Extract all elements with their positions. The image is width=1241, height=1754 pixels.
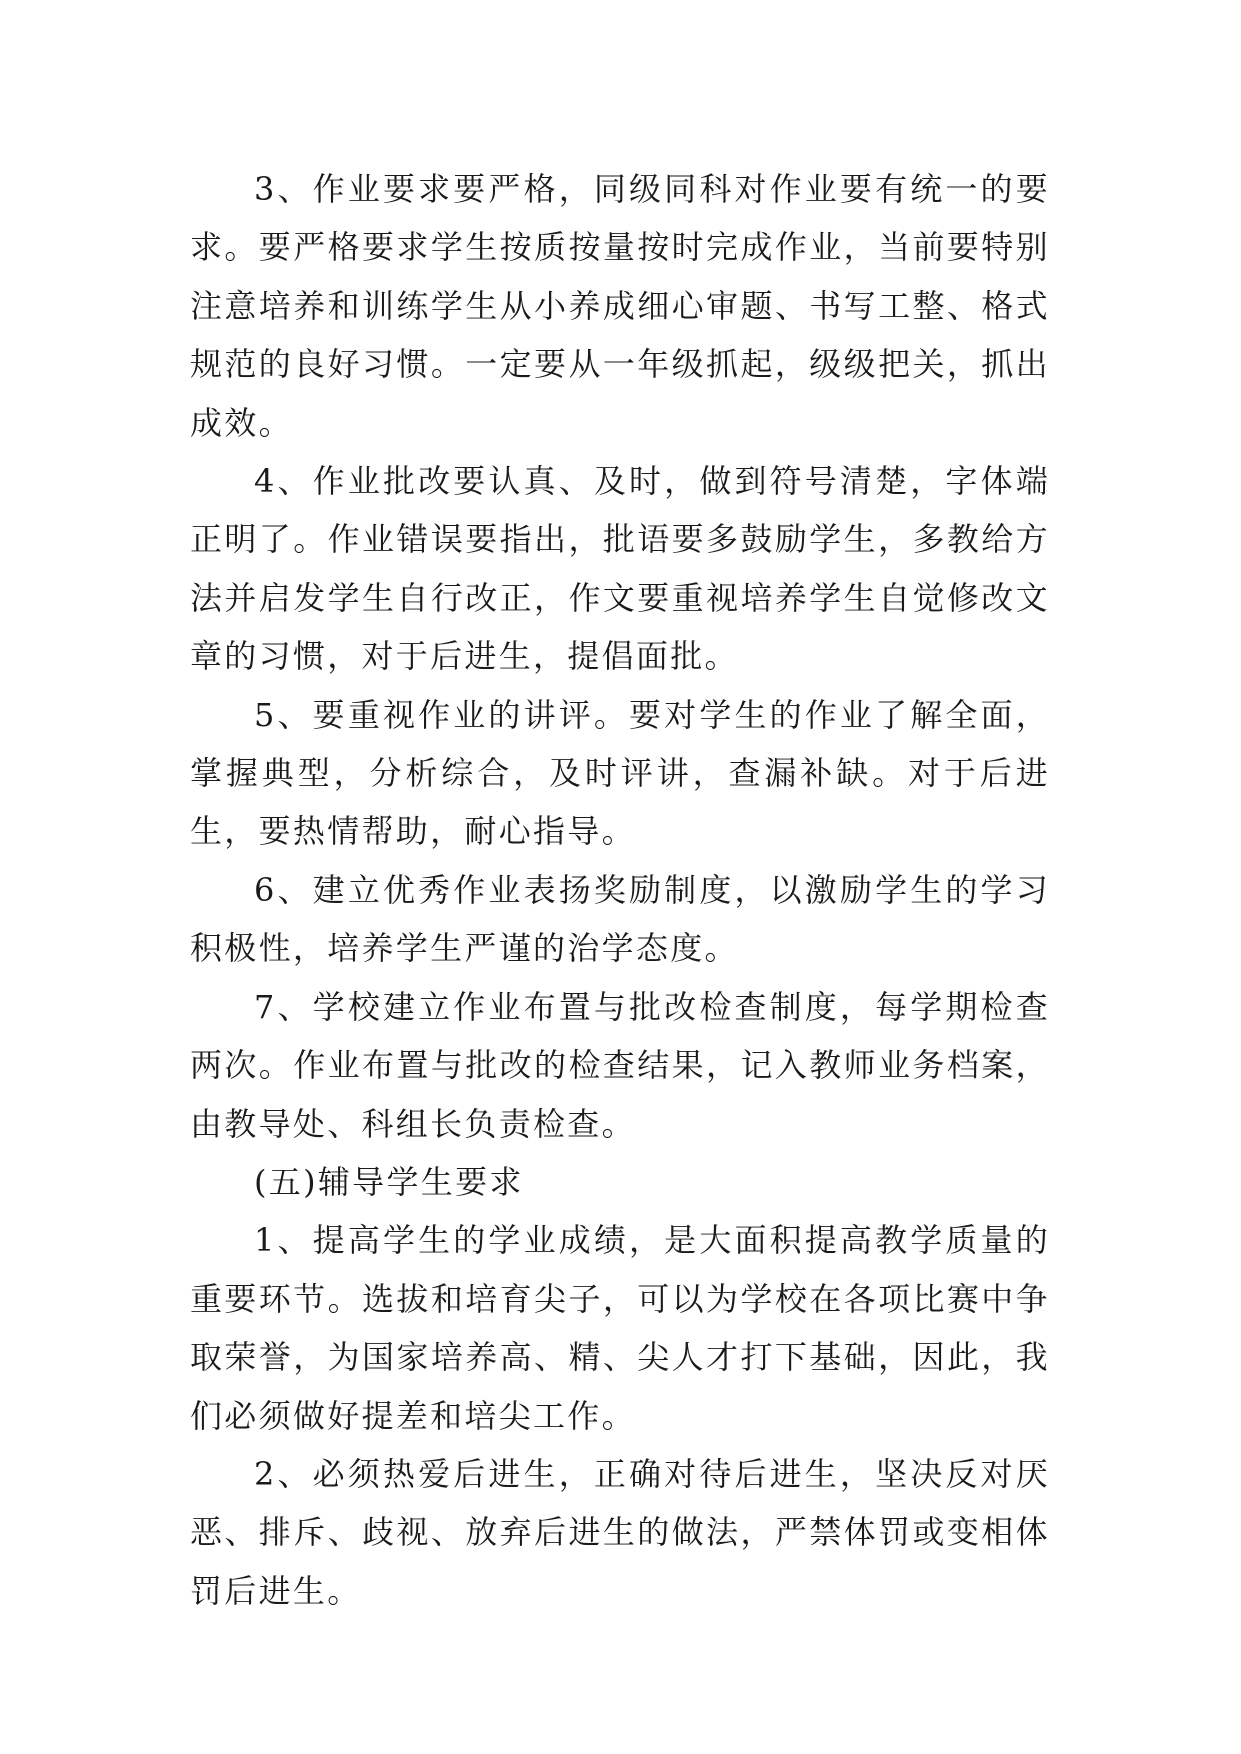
paragraph-tutoring-importance: 1、提高学生的学业成绩，是大面积提高教学质量的重要环节。选拔和培育尖子，可以为学校在各项比赛中争取荣誉，为国家培养高、精、尖人才打下基础，因此，我们必须做好提差和培尖工作。 [190, 1221, 1050, 1435]
paragraph-homework-requirements: 3、作业要求要严格，同级同科对作业要有统一的要求。要严格要求学生按质按量按时完成作业，当前要特别注意培养和训练学生从小养成细心审题、书写工整、格式规范的良好习惯。一定要从一年级抓起，级级把关，抓出成效。 [190, 170, 1050, 442]
paragraph-homework-inspection: 7、学校建立作业布置与批改检查制度，每学期检查两次。作业布置与批改的检查结果，记入教师业务档案，由教导处、科组长负责检查。 [190, 987, 1050, 1143]
document-body [190, 160, 1050, 1620]
paragraph-homework-grading: 4、作业批改要认真、及时，做到符号清楚，字体端正明了。作业错误要指出，批语要多鼓励学生，多教给方法并启发学生自行改正，作文要重视培养学生自觉修改文章的习惯，对于后进生，提倡面批。 [190, 462, 1050, 676]
section-heading: (五)辅导学生要求 [254, 1162, 524, 1201]
paragraph-homework-rewards: 6、建立优秀作业表扬奖励制度，以激励学生的学习积极性，培养学生严谨的治学态度。 [190, 870, 1050, 968]
paragraph-homework-review: 5、要重视作业的讲评。要对学生的作业了解全面，掌握典型，分析综合，及时评讲，查漏补缺。对于后进生，要热情帮助，耐心指导。 [190, 695, 1050, 851]
paragraph-tutoring-attitude: 2、必须热爱后进生，正确对待后进生，坚决反对厌恶、排斥、歧视、放弃后进生的做法，严禁体罚或变相体罚后进生。 [190, 1454, 1050, 1610]
